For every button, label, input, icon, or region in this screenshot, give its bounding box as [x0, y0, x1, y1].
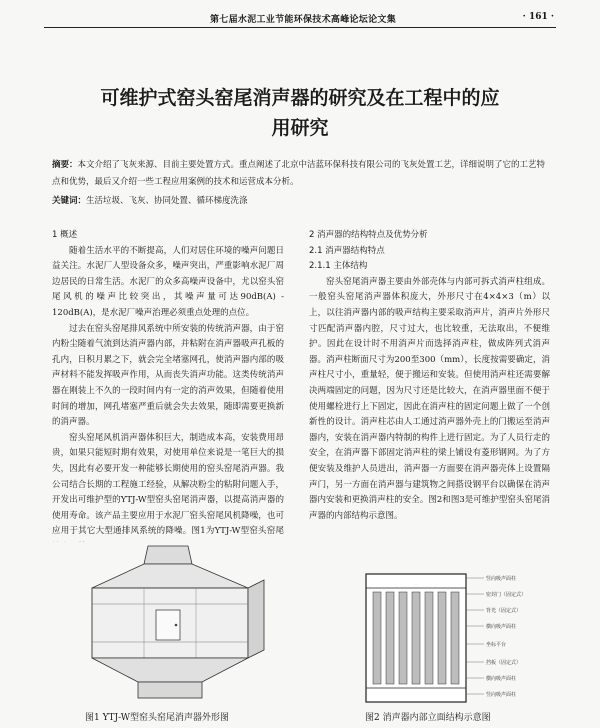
abstract	[52, 157, 552, 191]
fig2-label: 坐标平台	[486, 642, 507, 648]
section-2-heading: 2 消声器的结构特点及优势分析	[309, 230, 428, 240]
header-rule	[44, 27, 556, 28]
fig2-label: 密封门（固定式）	[486, 592, 527, 598]
paragraph: 过去在窑头窑尾排风系统中所安装的传统消声器，由于窑内粉尘随着气流到达消声器内部，并粘附在消声器吸声孔板的孔内，日积月累之下，就会完全堵塞网孔，使消声器内部的吸声材料不能发挥吸声作用，从而丧失消声功能。这类传统消声器在刚装上不久的一段时间内有一定的消声效果，但随着使用时间的增加，网孔堵塞严重后就会失去效果，随即需要更换新的消声器。	[52, 323, 284, 428]
paragraph: 随着生活水平的不断提高，人们对居住环境的噪声问题日益关注。水泥厂人型设备众多，噪声突出，严重影响水泥厂周边居民的日常生活。水泥厂的众多高噪声设备中，尤以窑头窑尾风机的噪声比较突出，其噪声量可达90dB(A) - 120dB(A)，是水泥厂噪声治理必须重点处理的点位。	[52, 245, 284, 318]
section-1-heading: 1 概述	[52, 230, 78, 240]
page-header	[0, 0, 600, 30]
keywords-label: 关键词：	[52, 196, 87, 206]
paragraph: 窑头窑尾风机消声器体积巨大，制造成本高，安装费用昂贵，如果只能短时期有效果，对使用单位来说是一笔巨大的损失，因此有必要开发一种能够长期使用的窑头窑尾消声器。我公司结合长期的工程施工经验，从解决粉尘的粘附问题入手，开发出可维护型的YTJ-W型窑头窑尾消声器，以提高消声器的使用寿命。该产品主要应用于水泥厂窑头窑尾风机降噪，也可应用于其它大型通排风系统的降噪。图1为YTJ-W型窑头窑尾	[52, 432, 284, 537]
fig2-label: 横向吸声面柱	[486, 624, 517, 630]
fig2-label: 竖向吸声面柱	[486, 576, 517, 582]
abstract-label: 摘要：	[52, 160, 78, 170]
title-line-1: 可维护式窑头窑尾消声器的研究及在工程中的应	[100, 87, 500, 109]
abstract-text: 本文介绍了飞灰来源、目前主要处置方式。重点阐述了北京中洁蓝环保科技有限公司的飞灰处置工艺，详细说明了它的工艺特点和优势，最后又介绍一些工程应用案例的技术和运营成本分析。	[52, 160, 546, 187]
keywords	[52, 193, 552, 210]
fig2-label: 竖向吸声面柱	[486, 692, 517, 698]
figure-1-caption: 图1 YTJ-W型窑头窑尾消声器外形图	[85, 713, 229, 723]
right-column	[309, 228, 550, 524]
journal-title: 第七届水泥工业节能环保技术高峰论坛论文集	[210, 15, 397, 25]
fig2-label: 挡板（固定式）	[486, 660, 522, 666]
section-2-1-1-heading: 2.1.1 主体结构	[309, 261, 368, 272]
left-column	[52, 228, 284, 555]
page-number: · 161 ·	[522, 12, 554, 22]
fig2-label: 背光（固定式）	[486, 608, 522, 614]
title-line-2: 用研究	[271, 117, 329, 139]
figure-1-silencer-exterior	[52, 542, 284, 702]
figure-2-caption: 图2 消声器内部立面结构示意图	[365, 713, 491, 723]
fig2-label: 横向吸声面柱	[486, 676, 517, 682]
paper-title	[40, 83, 560, 143]
section-2-1-heading: 2.1 消声器结构特点	[309, 245, 385, 256]
keywords-text: 生活垃圾、飞灰、协同处置、循环梯度洗涤	[86, 196, 248, 206]
figure-2-internal-structure	[360, 566, 540, 708]
paragraph: 窑头窑尾消声器主要由外部壳体与内部可拆式消声柱组成。一般窑头窑尾消声器体积庞大，外形尺寸在4×4×3（m）以上，以往消声器内部的吸声结构主要采取消声片，消声片外形尺寸匹配消声器内腔，尺寸过大，也比较重，无法取出，不便维护。因此在设计时不用消声片而选择消声柱，做成阵列式消声器。消声柱断面尺寸为200至300（mm），长度按需要确定，消声柱尺寸小，重量轻，便于搬运和安装。但使用消声柱还需要解决两端固定的问题，因为尺寸还是比较大，在消声器里面不便于使用螺栓进行上下固定，因此在消声柱的固定问题上做了一个创新性的设计。消声柱芯由人工通过消声器外壳上的门搬运至消声器内，安装在消声器内特制的构件上进行固定。为了人员行走的安全，在消声器下部固定消声柱的梁上铺设有菱形钢网。为了方便安装及维护人员进出，消声器一方面要在消声器壳体上设置隔声门，另一方面在消声器与建筑物之间搭设钢平台以确保在消声器内安装和更换消声柱的安全。图2和图3是可维护型窑头窑尾消声器的内部结构示意图。	[309, 276, 550, 521]
